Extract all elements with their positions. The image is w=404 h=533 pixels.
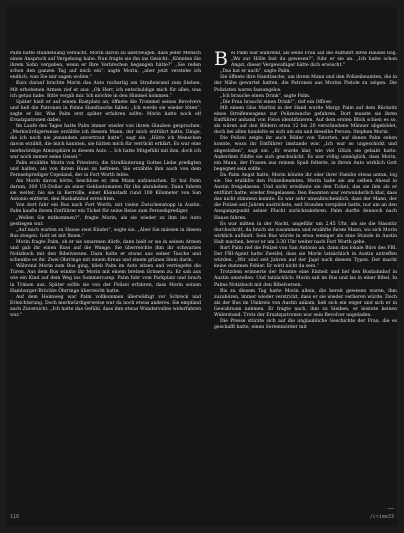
paragraph: Bart Palm rief die Polizei von San Antonio an, dann das lokale Büro des FBI. Der FBI-Agent hatte Zweifel, dass sie Morin tatsächlich in Austin antreffen würden. „Wir sind seit Jahren auf der Jagd nach diesem Typen. Der macht keine dummen Fehler. Er wird nicht da sein.“: [214, 246, 397, 270]
right-column: [214, 51, 397, 506]
paragraph: Palm erzählte Morin von Priestern, die Strafläuterung Gottes Liebe predigten und halfen, als von ihrem Haus zu befreien. Sie erzählte ihm auch von dem Fernsehprediger Copeland, der in Fort Worth lebte.: [10, 160, 201, 178]
drop-cap: B: [214, 51, 228, 70]
paragraph: Bis zu diesem Tag hatte Morin allein, die bereit gewesen waren, ihm zuzuhören, immer wieder verstrickt, dass er sie wieder verlieren würde. Doch als der Bus im Umkreis von Austin ankam, ließ sich ein enger und sich er in Gewahrsam nehmen. Er fragte nach, ihm zu bleiben, er leistete keinen Widerstand. Trotz der Ersatzpatronen war sein Revolver ungeladen.: [214, 288, 397, 319]
paragraph: Mit einem Glas Martini in der Hand wurde Margy Palm auf dem Rücksitz eines Streifenwagens zur Polizeiwache gefahren. Dort musste sie ihren Entführer anhand von Fotos identifizieren. Auf dem ersten Blick schien es so, als wären auf den Bildern etwa 12 bis 20 verschiedene Männer abgebildet, doch bei allen handelte es sich um ein und dieselbe Person: Stephen Morin.: [214, 105, 397, 136]
paragraph: [214, 51, 397, 69]
left-column: [10, 51, 201, 506]
paragraph: „Das hat er auch“, sagte Palm.: [220, 69, 291, 75]
paragraph: Später hielt er auf einem Rastplatz an, öffnete die Trommel seines Revolvers und ließ die Patronen in Palms Handtasche fallen: „Ich werde sie wieder töten“, sagte er ihr. Was Palm erst später erfahren sollte: Morin hatte noch elf Ersatzpatronen dabei.: [10, 99, 201, 124]
page-footer: [10, 506, 394, 521]
paragraph: Im Laufe des Tages hatte Palm immer wieder von ihrem Glauben gesprochen. „Merkwürdigerweise erzählte ich diesem Mann, der mich entführt hatte, Dinge, die ich noch nie jemandem anvertraut hatte“, sagt sie. „Hätte ich Menschen davon erzählt, die mich kannten, sie hätten mich für verrückt erklärt. Es war eine merkwürdige Atmosphäre in diesem Auto … Ich hatte Mitgefühl mit ihm, doch ich war noch immer seine Geisel.“: [10, 124, 201, 160]
paragraph: Trotzdem erinnerte der Beamte eine Einheit und lief den Busbahnhof in Austin umstellen. Und tatsächlich: Morin saß im Bus und las in einer Bibel. In Palms Notizbuch mit den Bibelversen.: [214, 270, 397, 288]
paragraph: Kurz darauf brachte Morin das Auto ruckartig am Straßenrand zum Stehen. Mit erhobenen Armen rief er aus: „Ok Herr, ich entschuldige mich für alles, was ich getan habe. Bitte vergib mir. Ich möchte in den Himmel kommen.“: [10, 81, 201, 99]
paragraph: „Wollen Sie mitkommen?“, fragte Morin, als sie wieder zu ihm ins Auto gestiegen war.: [10, 215, 201, 227]
page-number: 118: [10, 514, 20, 520]
text-columns: [10, 51, 397, 506]
paragraph: Sie öffnete ihre Handtasche, um ihrem Mann und den Polizeibeamten, die in der Nähe gewartet hatten, die Patronen aus Morins Pistole zu zeigen. Die Polizisten waren fassungslos.: [214, 75, 397, 93]
paragraph-text: ei Palm war während, als seine Frau auf die Aufführt ihres Hauses bog. „Wo zur Hölle bist du gewesen?“, fuhr er sie an. „Ich hatte schon Angst, dieser Vergewaltiger hätte dich erwischt.“: [230, 51, 397, 69]
paragraph: „Ich brauche einen Drink“, sagte Palm.: [220, 93, 311, 99]
paragraph: Die Presse stürzte sich auf die unglaubliche Geschichte der Frau, die es geschafft hatte, einen Serienmörder mit: [214, 319, 397, 331]
paragraph: Die Polizei zeigte ihr auch Bilder von Tatorten, auf denen Palm sehen konnte, wozu ihr Entführer imstande war. „Ich war so ungeschickt und abgestoßen“, sagt sie. „Er wurde klar, wie viel Glück sie gehabt hatte. Außerdem fühlte sie sich geschwächt. Es war völlig unmöglich, dass Morin, ein Mann, der Frauen aus reinem Spaß folterte, in ihrem Auto wirklich Gott begegnet sein sollte.: [214, 136, 397, 172]
paragraph: Palm hatte stundenlang versucht, Morin davon zu überzeugen, dass jeder Mensch einen Anspruch auf Vergebung habe. Nun fragte sie ihn ins Gesicht: „Könnten Sie ihrem Sohn vergeben, wenn er Ihre Verbrechen begangen hätte?“ „Sie reden schon den ganzen Tag auf mich ein“, sagte Morin, „aber jetzt verstehe ich endlich, was Sie mir sagen wollen.“: [10, 51, 201, 81]
paragraph: Es war mitten in der Nacht, ungefähr um 2.45 Uhr, als sie die Haustür durchschritt, da brach sie zusammen und erzählte ihrem Mann, wo sich Morin wirklich aufhielt. Sein Bus würde in etwa weniger als eine Stunde in Austin Halt machen, bevor er um 3.30 Uhr weiter nach Fort Worth gehe.: [214, 221, 397, 245]
continue-mark: ——: [387, 506, 394, 512]
paragraph: „Die Frau braucht einen Drink!“, rief ein Officer.: [220, 99, 333, 105]
running-head: /crime33: [369, 514, 394, 520]
paragraph: Morin fragte Palm, ob er sie umarmen dürfe, dann hielt er sie in seinen Armen und gab ihr einen Kuss auf die Wange. Sie überreichte ihm ihr schwarzes Notizbuch mit den Bibelversen. Dazu holte er etwas aus seiner Tasche und schenkte es ihr. Zwei Ohrringe mit einem Kreuz und einem grünen Stein darin.: [10, 239, 201, 264]
paragraph: Als Morin davon hörte, beschloss er, den Mann aufzusuchen. Er bat Palm darum, 300 US-Dollar an einer Geldautomaten für ihn abzuheben. Dann fuhren sie weiter, bis sie in Kerrville, einer Kleinstadt rund 100 Kilometer von San Antonio entfernt, den Busbahnhof erreichten.: [10, 178, 201, 203]
paragraph: Während Morin zum Bus ging, blieb Palm im Auto sitzen und verriegelte die Türen. Aus dem Bus winkte ihr Morin mit einem breiten Grinsen zu. Er sah aus wie ein Kind auf dem Weg ins Sommercamp. Palm fuhr vom Parkplatz und brach in Tränen aus. Später sollte sie von der Polizei erfahren, dass Morin seinen Hamburger-Brüchte Öhrringe überreicht hatte.: [10, 264, 201, 294]
paragraph: Auf dem Heimweg war Palm vollkommen überwältigt vor Schreck und Erleichterung. Doch merkwürdigerweise war da noch etwas anderes. Sie empfand auch Zuversicht. „Ich hatte das Gefühl, dass ihm etwas Wundervolles widerfahren war.“: [10, 294, 201, 319]
paragraph: „Auf mich warten zu Hause zwei Kinder“, sagte sie. „Aber Sie müssen in diesen Bus steigen. Gott ist mit Ihnen.“: [10, 227, 201, 239]
paragraph: Von dort fuhr ein Bus nach Fort Worth, mit vielen Zwischenstopp in Austin. Palm kaufte ihrem Entführer ein Ticket für seine Reise zum Fernsehprediger.: [10, 203, 201, 215]
paragraph: Da Palm Angst hatte, Morin könnte ihr oder ihrer Familie etwas antun, log sie. Sie erzählte den Polizeibeamten, Morin habe sie am selben Abend in Austin freigelassen. Und nicht erwähnte sie den Ticket, das sie ihm als er entführt hatte, wieder freigelassen. Den Beamten war verwunderlich klar, dass das nicht stimmen konnte. Es war sehr unwahrscheinlich, dass der Mann, der die Polizei seit Jahren austrickste, seit Stunden verspätet hatte, nur um an den Ausgangspunkt seiner Flucht zurückzukehren. Palm durfte dennoch nach Hause fahren.: [214, 172, 397, 221]
